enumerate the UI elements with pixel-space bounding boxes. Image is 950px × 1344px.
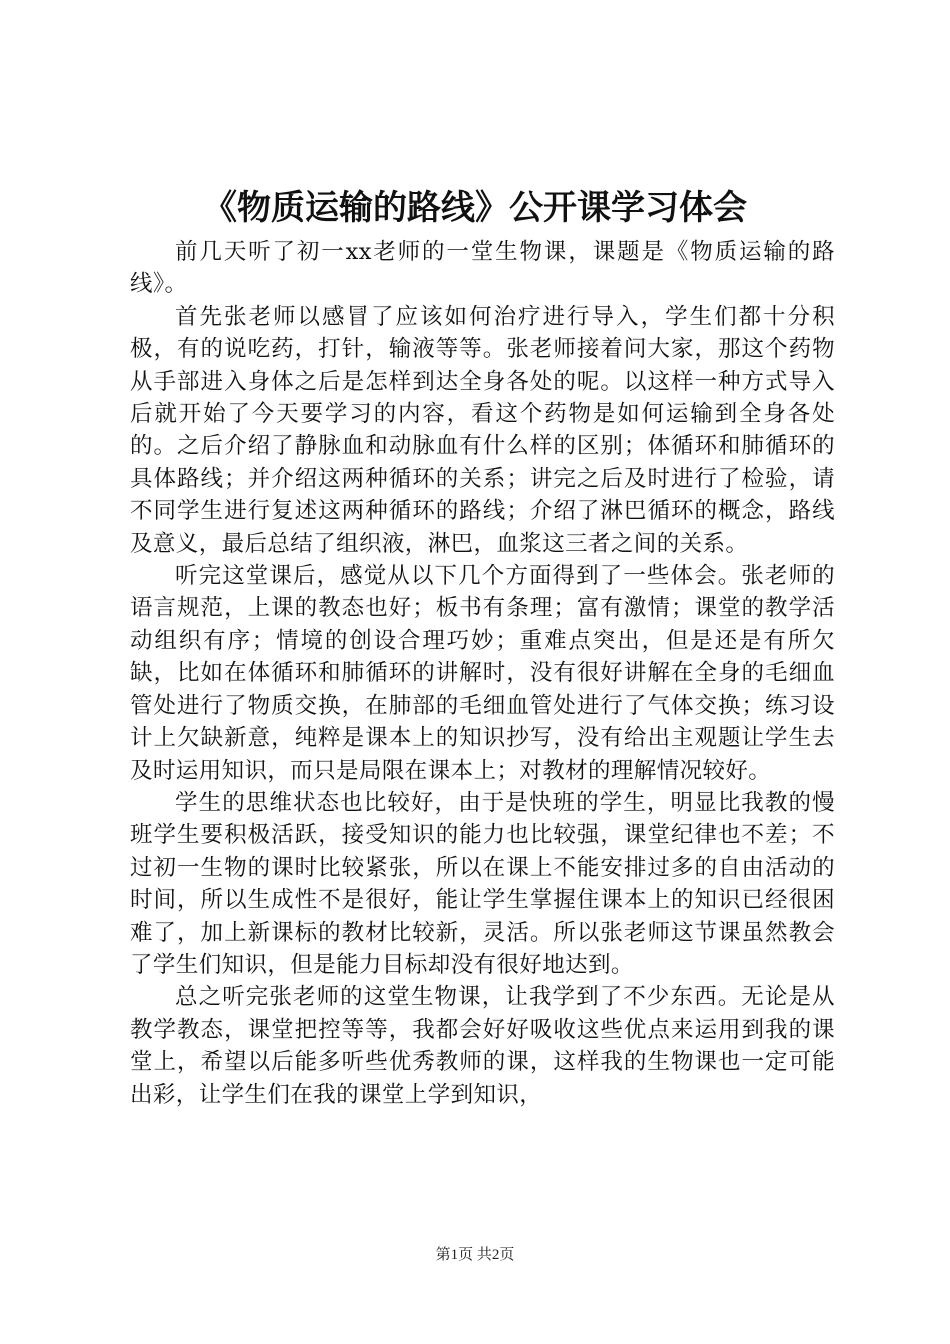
document-body bbox=[130, 236, 835, 1111]
page-footer: 第1页 共2页 bbox=[435, 1247, 515, 1263]
paragraph-reflection: 听完这堂课后，感觉从以下几个方面得到了一些体会。张老师的语言规范，上课的教态也好；板书有条理；富有激情；课堂的教学活动组织有序；情境的创设合理巧妙；重难点突出，但是还是有所欠缺，比如在体循环和肺循环的讲解时，没有很好讲解在全身的毛细血管处进行了物质交换，在肺部的毛细血管处进行了气体交换；练习设计上欠缺新意，纯粹是课本上的知识抄写，没有给出主观题让学生去及时运用知识，而只是局限在课本上；对教材的理解情况较好。 bbox=[130, 563, 835, 784]
paragraph-intro: 前几天听了初一xx老师的一堂生物课，课题是《物质运输的路线》。 bbox=[130, 239, 835, 298]
paragraph-lesson-process: 首先张老师以感冒了应该如何治疗进行导入，学生们都十分积极，有的说吃药，打针，输液等等。张老师接着问大家，那这个药物从手部进入身体之后是怎样到达全身各处的呢。以这样一种方式导入后就开始了今天要学习的内容，看这个药物是如何运输到全身各处的。之后介绍了静脉血和动脉血有什么样的区别；体循环和肺循环的具体路线；并介绍这两种循环的关系；讲完之后及时进行了检验，请不同学生进行复述这两种循环的路线；介绍了淋巴循环的概念，路线及意义，最后总结了组织液，淋巴，血浆这三者之间的关系。 bbox=[130, 303, 835, 557]
paragraph-student-state: 学生的思维状态也比较好，由于是快班的学生，明显比我教的慢班学生要积极活跃，接受知识的能力也比较强，课堂纪律也不差；不过初一生物的课时比较紧张，所以在课上不能安排过多的自由活动的时间，所以生成性不是很好，能让学生掌握住课本上的知识已经很困难了，加上新课标的教材比较新，灵活。所以张老师这节课虽然教会了学生们知识，但是能力目标却没有很好地达到。 bbox=[130, 789, 835, 978]
page-title: 《物质运输的路线》公开课学习体会 bbox=[203, 188, 747, 228]
paragraph-conclusion: 总之听完张老师的这堂生物课，让我学到了不少东西。无论是从教学教态，课堂把控等等，我都会好好吸收这些优点来运用到我的课堂上，希望以后能多听些优秀教师的课，这样我的生物课也一定可能出彩，让学生们在我的课堂上学到知识， bbox=[130, 984, 835, 1108]
